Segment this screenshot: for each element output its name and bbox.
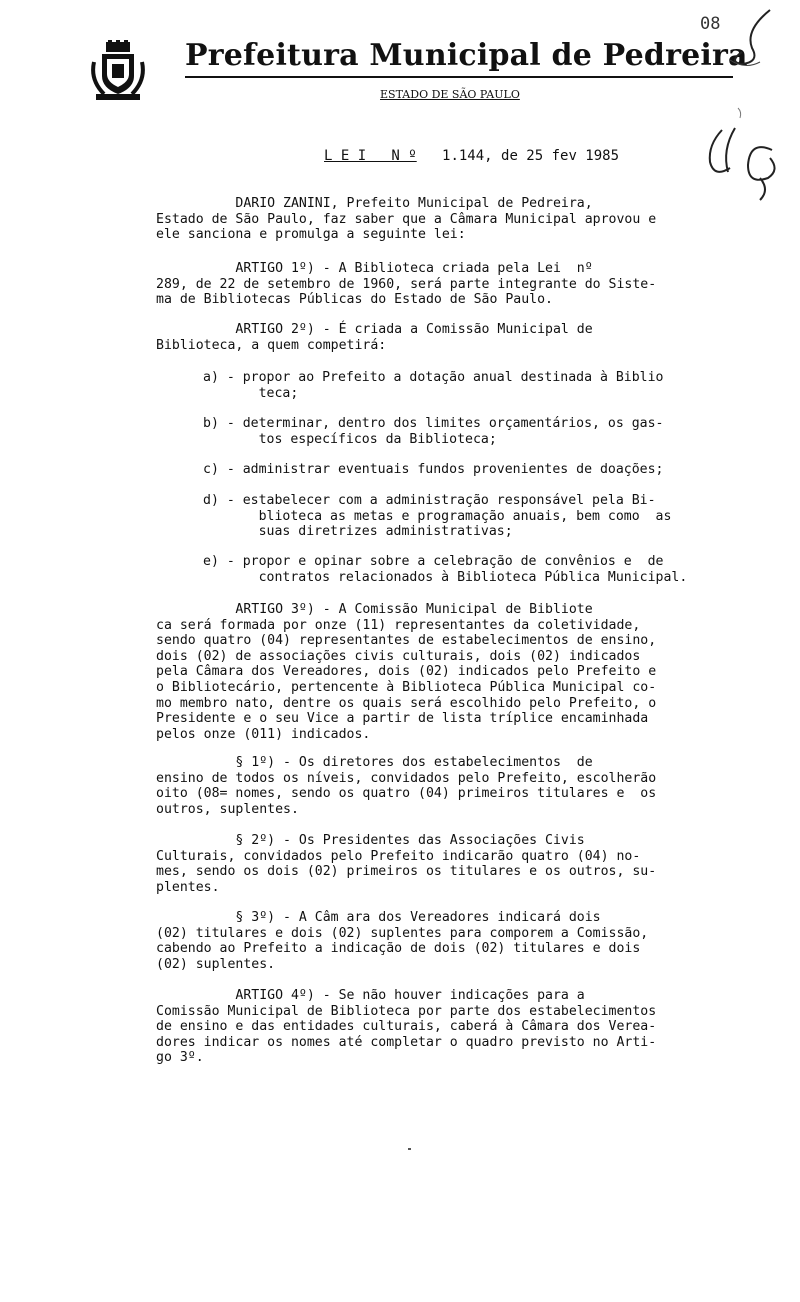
text-line: dores indicar os nomes até completar o quadro previsto no Arti- [156, 1034, 657, 1050]
text-line: blioteca as metas e programação anuais, bem como as [203, 508, 672, 524]
text-line: (02) titulares e dois (02) suplentes para comporem a Comissão, [156, 925, 649, 941]
text-line: Presidente e o seu Vice a partir de lista tríplice encaminhada [156, 711, 649, 727]
text-line: d) - estabelecer com a administração responsável pela Bi- [203, 493, 656, 508]
text-line: e) - propor e opinar sobre a celebração de convênios e de [203, 554, 664, 569]
text-line: cabendo ao Prefeito a indicação de dois (02) titulares e dois [156, 941, 641, 957]
list-item-b [203, 416, 763, 447]
text-line: ARTIGO 2º) - É criada a Comissão Municipal de [156, 322, 593, 337]
text-line: ARTIGO 3º) - A Comissão Municipal de Bibliote [156, 602, 593, 617]
text-line: suas diretrizes administrativas; [203, 524, 513, 540]
text-line: ele sanciona e promulga a seguinte lei: [156, 227, 466, 243]
text-line: § 3º) - A Câm ara dos Vereadores indicará dois [156, 910, 601, 925]
text-line: o Bibliotecário, pertencente à Biblioteca Pública Municipal co- [156, 679, 657, 695]
text-line: ca será formada por onze (11) representantes da coletividade, [156, 617, 641, 633]
text-line: Biblioteca, a quem competirá: [156, 337, 387, 353]
text-line: sendo quatro (04) representantes de estabelecimentos de ensino, [156, 633, 657, 649]
text-line: teca; [203, 385, 299, 401]
page-number: 08 [700, 14, 721, 34]
text-line: c) - administrar eventuais fundos provenientes de doações; [203, 462, 664, 477]
text-line: ARTIGO 1º) - A Biblioteca criada pela Lei nº [156, 261, 593, 276]
paragraph-2 [156, 833, 762, 895]
text-line: mo membro nato, dentre os quais será escolhido pelo Prefeito, o [156, 695, 657, 711]
article-3 [156, 602, 762, 742]
text-line: 289, de 22 de setembro de 1960, será parte integrante do Siste- [156, 276, 657, 292]
text-line: contratos relacionados à Biblioteca Pública Municipal. [203, 569, 688, 585]
text-line: outros, suplentes. [156, 801, 299, 817]
org-title: Prefeitura Municipal de Pedreira [185, 38, 748, 73]
list-item-d [203, 493, 763, 540]
text-line: ARTIGO 4º) - Se não houver indicações para a [156, 988, 585, 1003]
article-2 [156, 322, 762, 353]
text-line: dois (02) de associações civis culturais, dois (02) indicados [156, 648, 641, 664]
header-rule [185, 76, 733, 78]
text-line: pela Câmara dos Vereadores, dois (02) indicados pelo Prefeito e [156, 664, 657, 680]
page-mark [408, 1148, 411, 1150]
text-line: Estado de São Paulo, faz saber que a Câmara Municipal aprovou e [156, 211, 657, 227]
article-1 [156, 261, 762, 308]
text-line: ma de Bibliotecas Públicas do Estado de São Paulo. [156, 292, 553, 308]
text-line: ensino de todos os níveis, convidados pelo Prefeito, escolherão [156, 770, 657, 786]
text-line: (02) suplentes. [156, 956, 276, 972]
list-item-e [203, 554, 763, 585]
text-line: de ensino e das entidades culturais, caberá à Câmara dos Verea- [156, 1019, 657, 1035]
municipal-crest-icon [90, 40, 146, 102]
text-line: Comissão Municipal de Biblioteca por parte dos estabelecimentos [156, 1003, 657, 1019]
text-line: b) - determinar, dentro dos limites orçamentários, os gas- [203, 416, 664, 431]
paragraph-1 [156, 755, 762, 817]
law-title-number-date: 1.144, de 25 fev 1985 [442, 148, 620, 164]
text-line: mes, sendo os dois (02) primeiros os titulares e os outros, su- [156, 864, 657, 880]
text-line: pelos onze (011) indicados. [156, 726, 371, 742]
text-line: oito (08= nomes, sendo os quatro (04) primeiros titulares e os [156, 786, 657, 802]
text-line: § 2º) - Os Presidentes das Associações Civis [156, 833, 585, 848]
text-line: a) - propor ao Prefeito a dotação anual destinada à Biblio [203, 370, 664, 385]
text-line: plentes. [156, 879, 220, 895]
text-line: DARIO ZANINI, Prefeito Municipal de Pedreira, [156, 196, 593, 211]
intro-paragraph [156, 196, 762, 243]
list-item-c [203, 462, 763, 478]
text-line: tos específicos da Biblioteca; [203, 431, 497, 447]
article-4 [156, 988, 762, 1066]
paragraph-3 [156, 910, 762, 972]
text-line: go 3º. [156, 1050, 204, 1066]
text-line: Culturais, convidados pelo Prefeito indicarão quatro (04) no- [156, 848, 641, 864]
list-item-a [203, 370, 763, 401]
law-title-prefix: L E I N º [324, 148, 417, 164]
text-line: § 1º) - Os diretores dos estabelecimentos de [156, 755, 593, 770]
law-title [324, 148, 619, 164]
state-subtitle: ESTADO DE SÃO PAULO [380, 88, 520, 101]
